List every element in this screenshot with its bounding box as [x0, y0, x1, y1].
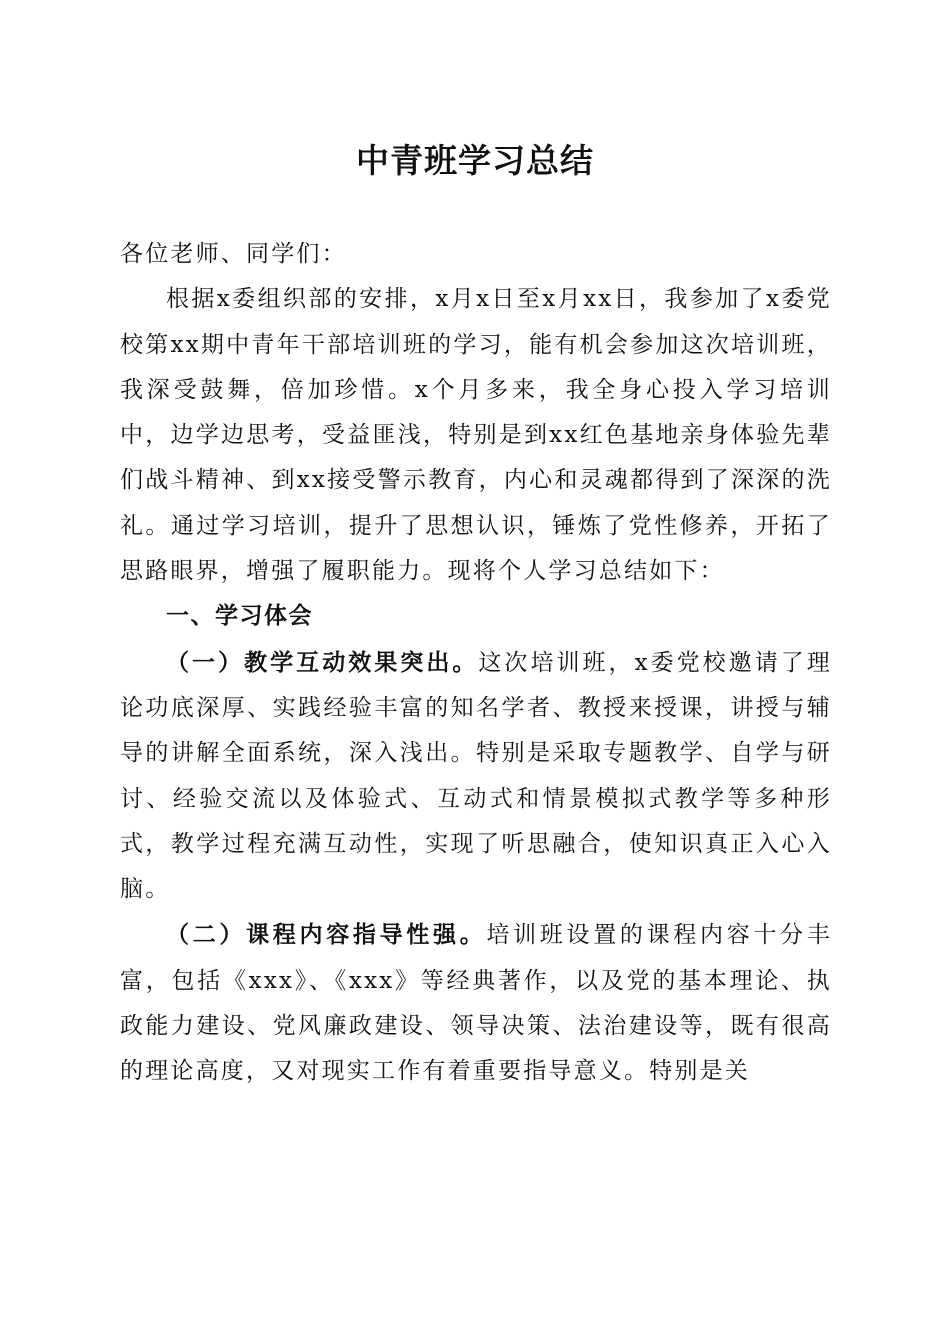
section-paragraph-2: [120, 912, 832, 1094]
paragraph-lead: （二）课程内容指导性强。: [166, 921, 487, 949]
document-title: 中青班学习总结: [356, 141, 594, 180]
document-body: [120, 232, 832, 1095]
paragraph-text: 培训班设置的课程内容十分丰富，包括《xxx》、《xxx》等经典著作，以及党的基本理论、执政能力建设、党风廉政建设、领导决策、法治建设等，既有很高的理论高度，又对现实工作有着重要指导意义。特别是关: [120, 922, 832, 1085]
paragraph-lead: （一）教学互动效果突出。: [166, 648, 479, 676]
salutation: 各位老师、同学们：: [120, 241, 347, 267]
section-heading: 一、学习体会: [166, 603, 313, 630]
paragraph-text: 这次培训班，x委党校邀请了理论功底深厚、实践经验丰富的知名学者、教授来授课，讲授与辅导的讲解全面系统，深入浅出。特别是采取专题教学、自学与研讨、经验交流以及体验式、互动式和情景模拟式教学等多种形式，教学过程充满互动性，实现了听思融合，使知识真正入心入脑。: [120, 649, 832, 903]
section-paragraph-1: [120, 640, 832, 913]
intro-paragraph: 根据x委组织部的安排，x月x日至x月xx日，我参加了x委党校第xx期中青年干部培训班的学习，能有机会参加这次培训班，我深受鼓舞，倍加珍惜。x个月多来，我全身心投入学习培训中，边学边思考，受益匪浅，特别是到xx红色基地亲身体验先辈们战斗精神、到xx接受警示教育，内心和灵魂都得到了深深的洗礼。通过学习培训，提升了思想认识，锤炼了党性修养，开拓了思路眼界，增强了履职能力。现将个人学习总结如下：: [120, 286, 832, 585]
